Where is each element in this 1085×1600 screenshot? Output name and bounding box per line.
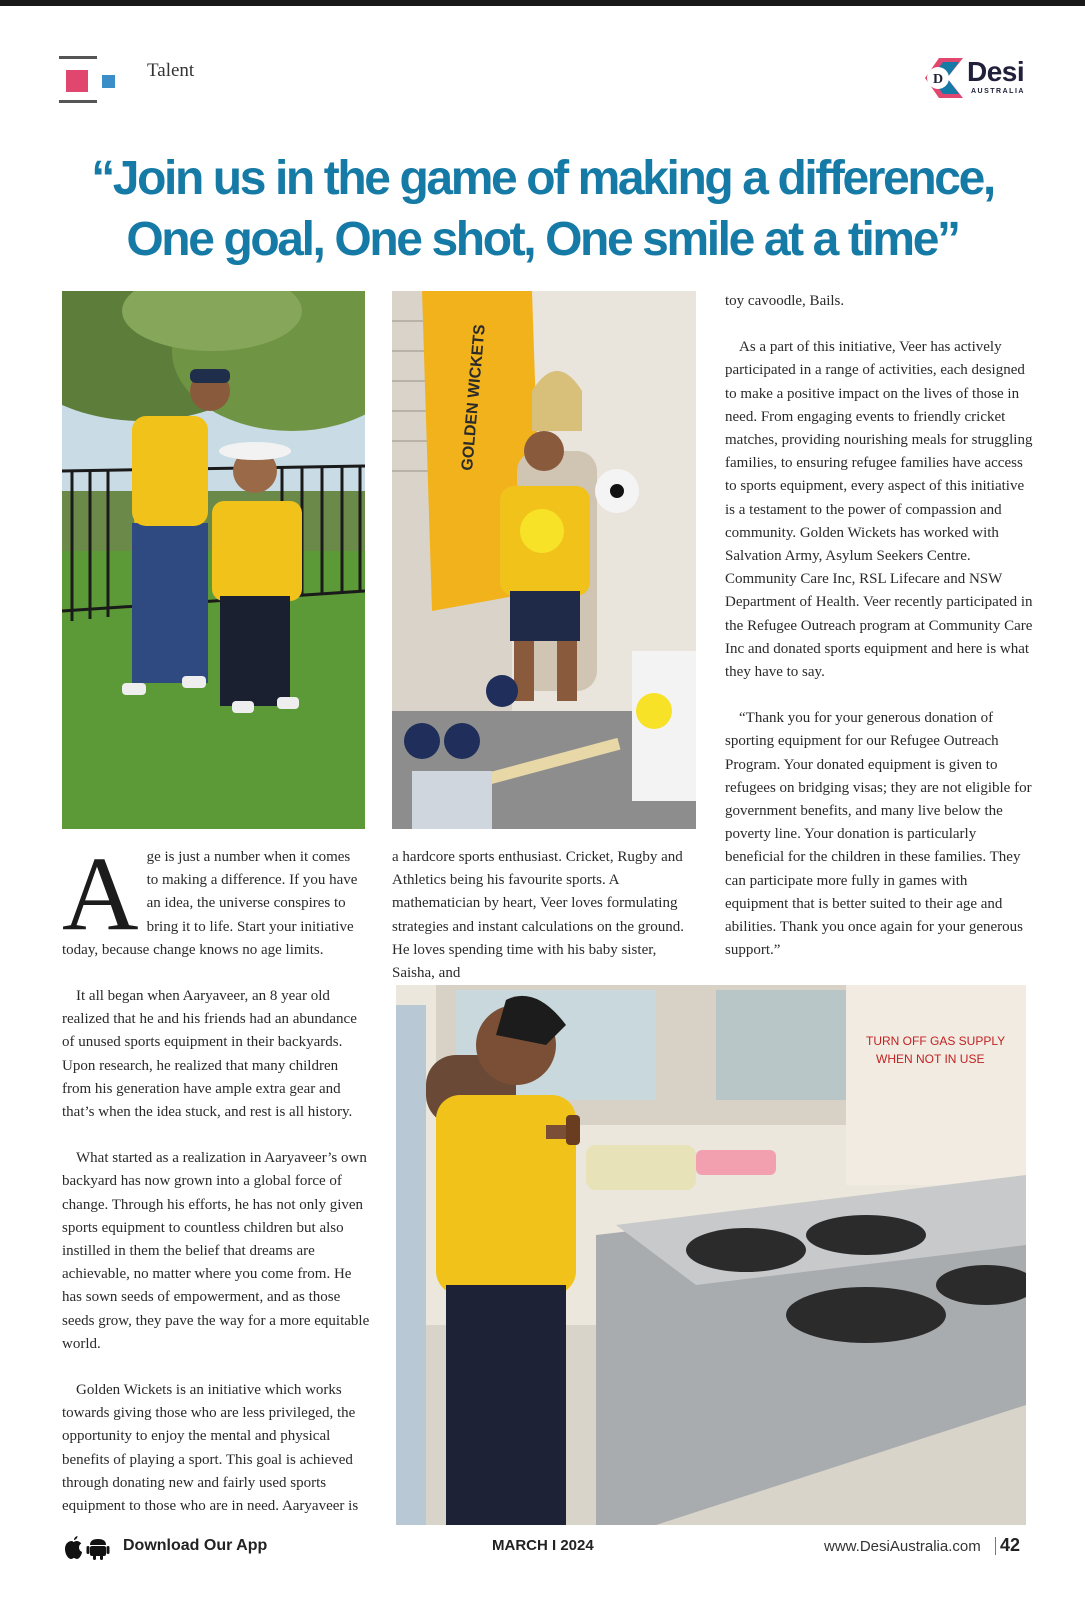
headline-line-2: One goal, One shot, One smile at a time” — [126, 213, 959, 266]
intro-paragraph: ge is just a number when it comes to making a difference. If you have an idea, the universe conspires to bring it to life. Start your initiative today, because change knows no age limits. — [62, 849, 358, 958]
logo-emblem-icon — [913, 54, 965, 102]
column-2-paragraph: a hardcore sports enthusiast. Cricket, Rugby and Athletics being his favourite sports. A mathematician by heart, Veer loves formulating strategies and instant calculations on the ground. He loves spending time with his baby sister, Saisha, and — [392, 849, 685, 982]
story-paragraph-1: It all began when Aaryaveer, an 8 year old realized that he and his friends had an abundance of unused sports equipment in their backyards. Upon research, he realized that many children from his generation have ample extra gear and that’s when the idea stuck, and rest is all history. — [62, 988, 357, 1121]
logo-subtitle: AUSTRALIA — [971, 88, 1025, 95]
svg-text:D: D — [932, 72, 944, 87]
footer-divider — [995, 1537, 996, 1555]
column-1-story — [62, 985, 370, 1518]
story-paragraph-2: What started as a realization in Aaryaveer’s own backyard has now grown into a global force of change. Through his efforts, he has not only given sports equipment to countless children but also instilled in them the belief that dreams are achievable, no matter where you come from. He has sown seeds of empowerment, and as those seeds grow, they pave the way for a more equitable world. — [62, 1150, 370, 1352]
column-2-text — [392, 846, 698, 985]
apple-icon — [65, 1536, 82, 1559]
column-3-text — [725, 290, 1033, 962]
download-app-link[interactable]: Download Our App — [123, 1537, 268, 1554]
column-3-paragraph-1: toy cavoodle, Bails. — [725, 293, 845, 309]
kitchen-sign-line-2: WHEN NOT IN USE — [876, 1052, 985, 1066]
photo-kitchen-cooking — [396, 985, 1026, 1525]
column-3-paragraph-2: As a part of this initiative, Veer has actively participated in a range of activities, each designed to make a positive impact on the lives of those in need. From engaging events to friendly cricket matches, providing nourishing meals for struggling families, to ensuring refugee families have access to sports equipment, every aspect of this initiative is a testament to the power of compassion and community. Golden Wickets has worked with Salvation Army, Asylum Seekers Centre. Community Care Inc, RSL Lifecare and NSW Department of Health. Veer recently participated in the Refugee Outreach program at Community Care Inc and donated sports equipment and here is what they have to say. — [725, 339, 1033, 681]
app-store-icons[interactable] — [61, 1535, 113, 1561]
section-marker-icon — [59, 56, 97, 104]
pull-quote-headline — [40, 148, 1045, 270]
section-label: Talent — [147, 60, 195, 81]
logo-name: Desi — [967, 56, 1025, 87]
column-1-intro — [62, 835, 364, 962]
photo-donation-banner — [392, 291, 696, 829]
photo-park-father-son — [62, 291, 365, 829]
android-icon — [87, 1539, 110, 1560]
top-rule — [0, 0, 1085, 6]
website-link[interactable]: www.DesiAustralia.com — [824, 1538, 981, 1555]
headline-line-1: “Join us in the game of making a difference, — [91, 152, 994, 205]
page-number: 42 — [1000, 1535, 1021, 1555]
desi-australia-logo — [913, 54, 1033, 102]
issue-date: MARCH I 2024 — [492, 1537, 594, 1554]
drop-cap: A — [62, 835, 139, 952]
banner-text: GOLDEN WICKETS — [459, 323, 489, 472]
kitchen-sign-line-1: TURN OFF GAS SUPPLY — [866, 1034, 1006, 1048]
column-3-quote: “Thank you for your generous donation of sporting equipment for our Refugee Outreach Program. Your donated equipment is given to refugees on bridging visas; they are not eligible for government benefits, and many live below the poverty line. Your donation is particularly beneficial for the children in these families. They can participate more fully in games with equipment that is better suited to their age and abilities. Thank you once again for your generous support.” — [725, 710, 1032, 959]
story-paragraph-3: Golden Wickets is an initiative which works towards giving those who are less privileged, the opportunity to enjoy the mental and physical benefits of playing a sport. This goal is achieved through donating new and fairly used sports equipment to those who are in need. Aaryaveer is — [62, 1382, 359, 1515]
